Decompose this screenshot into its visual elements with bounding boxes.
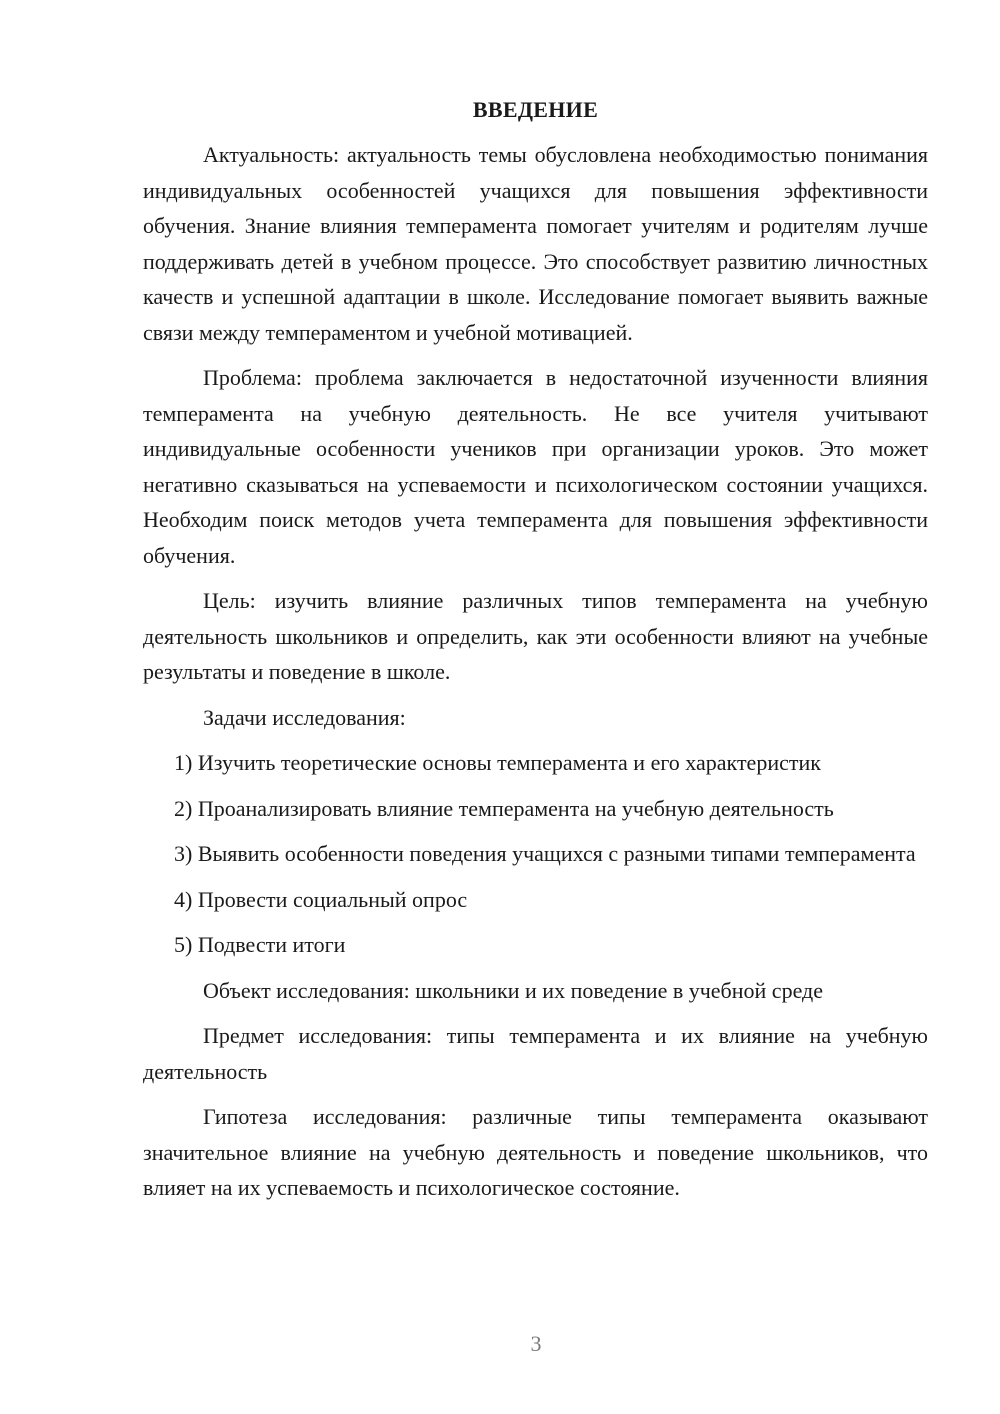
page-content	[143, 95, 928, 1206]
page-title: ВВЕДЕНИЕ	[472, 97, 599, 122]
object-paragraph: Объект исследования: школьники и их поведение в учебной среде	[203, 977, 823, 1003]
problem-paragraph: Проблема: проблема заключается в недостаточной изученности влияния темперамента на учебную деятельность. Не все учителя учитывают индивидуальные особенности учеников при организации уроков. Это может негативно сказываться на успеваемости и психологическом состоянии учащихся. Необходим поиск методов учета темперамента для повышения эффективности обучения.	[143, 365, 928, 568]
subject-paragraph: Предмет исследования: типы темперамента и их влияние на учебную деятельность	[143, 1023, 928, 1084]
task-item-1: 1) Изучить теоретические основы темперамента и его характеристик	[174, 750, 821, 775]
task-item-2: 2) Проанализировать влияние темперамента на учебную деятельность	[174, 795, 834, 821]
task-item-5: 5) Подвести итоги	[174, 932, 346, 957]
task-item-4: 4) Провести социальный опрос	[174, 886, 468, 912]
relevance-paragraph: Актуальность: актуальность темы обусловлена необходимостью понимания индивидуальных особенностей учащихся для повышения эффективности обучения. Знание влияния темперамента помогает учителям и родителям лучше поддерживать детей в учебном процессе. Это способствует развитию личностных качеств и успешной адаптации в школе. Исследование помогает выявить важные связи между темпераментом и учебной мотивацией.	[143, 142, 928, 345]
goal-paragraph: Цель: изучить влияние различных типов темперамента на учебную деятельность школьников и определить, как эти особенности влияют на учебные результаты и поведение в школе.	[143, 588, 928, 684]
hypothesis-paragraph: Гипотеза исследования: различные типы темперамента оказывают значительное влияние на учебную деятельность и поведение школьников, что влияет на их успеваемость и психологическое состояние.	[143, 1104, 928, 1200]
page-number: 3	[530, 1331, 542, 1356]
task-item-3: 3) Выявить особенности поведения учащихся с разными типами темперамента	[174, 841, 916, 866]
tasks-heading: Задачи исследования:	[203, 704, 406, 730]
